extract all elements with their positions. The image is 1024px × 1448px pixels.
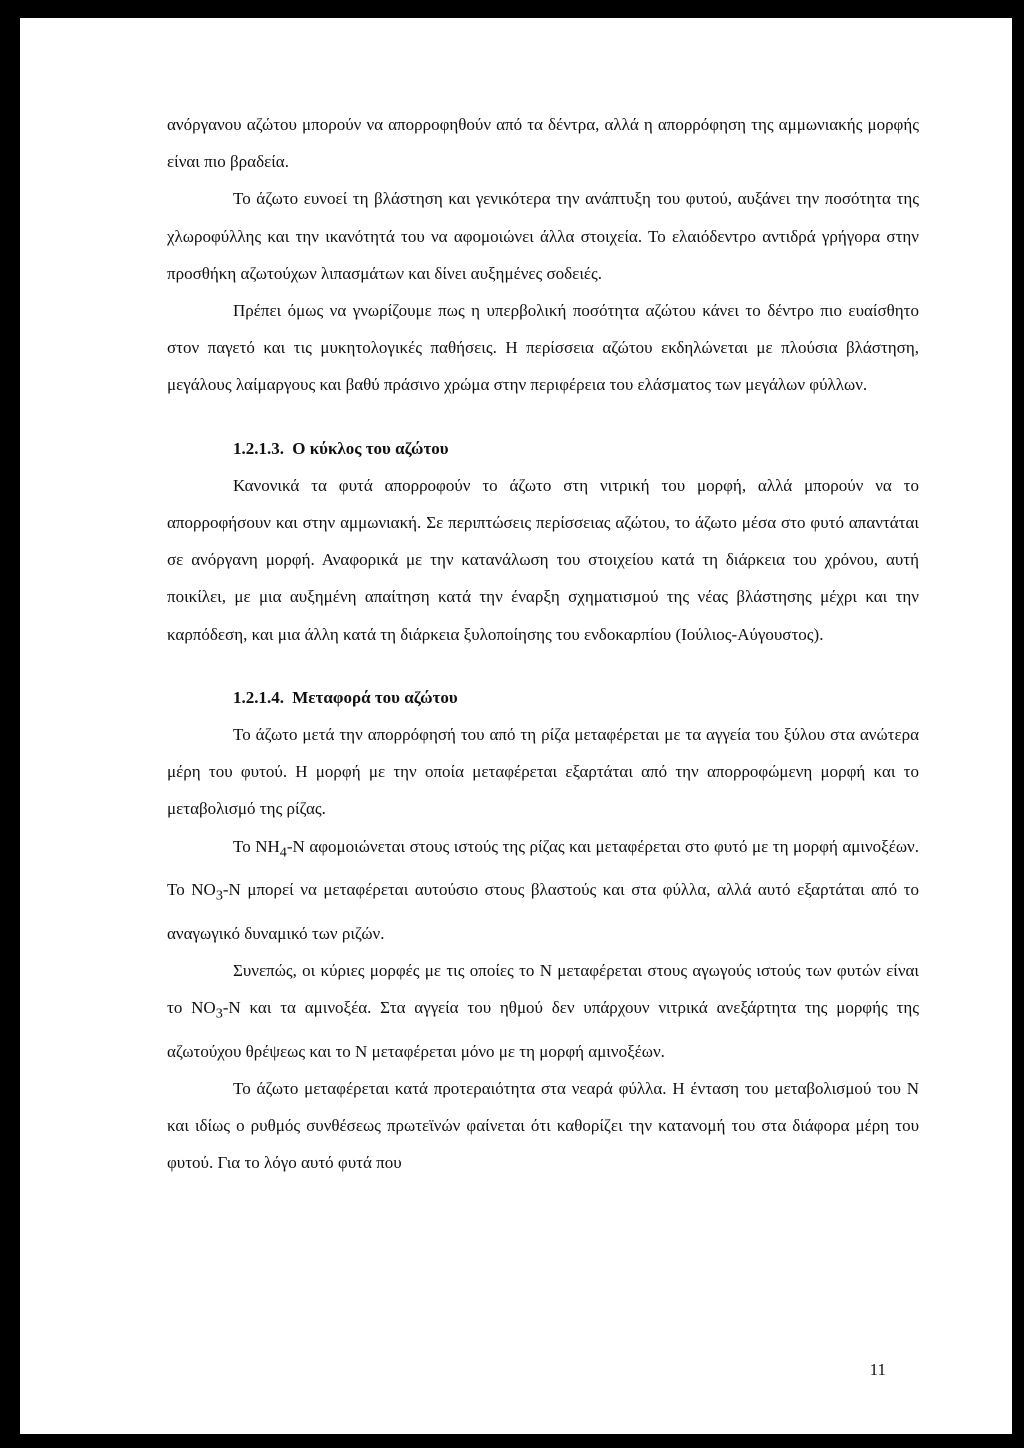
section-title: Ο κύκλος του αζώτου: [292, 438, 449, 458]
section-title: Μεταφορά του αζώτου: [292, 687, 458, 707]
text-run: Το NH: [233, 836, 280, 856]
text-run: -N αφομοιώνεται στους ιστούς της ρίζας και μεταφέρεται στο φυτό με τη μορφή αμινοξέων. Το NO: [167, 836, 919, 900]
paragraph-nitrogen-excess: Πρέπει όμως να γνωρίζουμε πως η υπερβολική ποσότητα αζώτου κάνει το δέντρο πιο ευαίσθητο στον παγετό και τις μυκητολογικές παθήσεις. Η περίσσεια αζώτου εκδηλώνεται με πλούσια βλάστηση, μεγάλους λαίμαργους και βαθύ πράσινο χρώμα στην περιφέρεια του ελάσματος των μεγάλων φύλλων.: [167, 301, 919, 395]
text-run: Συνεπώς, οι κύριες μορφές με τις οποίες το Ν μεταφέρεται στους αγωγούς ιστούς των φυτών είναι το NO: [167, 961, 919, 1018]
paragraph-nitrogen-cycle: Κανονικά τα φυτά απορροφούν το άζωτο στη νιτρική του μορφή, αλλά μπορούν να το απορροφήσουν και στην αμμωνιακή. Σε περιπτώσεις περίσσειας αζώτου, το άζωτο μέσα στο φυτό απαντάται σε ανόργανη μορφή. Αναφορικά με την κατανάλωση του στοιχείου κατά τη διάρκεια του χρόνου, αυτή ποικίλει, με μια αυξημένη απαίτηση κατά την έναρξη σχηματισμού της νέας βλάστησης μέχρι και την καρπόδεση, και μια άλλη κατά τη διάρκεια ξυλοποίησης του ενδοκαρπίου (Ιούλιος-Αύγουστος).: [167, 475, 919, 644]
page-body: [167, 106, 919, 1182]
section-number: 1.2.1.4.: [233, 687, 284, 707]
text-run: -N και τα αμινοξέα. Στα αγγεία του ηθμού δεν υπάρχουν νιτρικά ανεξάρτητα της μορφής της αζωτούχου θρέψεως και το Ν μεταφέρεται μόνο με τη μορφή αμινοξέων.: [167, 998, 919, 1061]
paragraph-continuation: ανόργανου αζώτου μπορούν να απορροφηθούν από τα δέντρα, αλλά η απορρόφηση της αμμωνιακής μορφής είναι πιο βραδεία.: [167, 115, 919, 172]
subscript: 4: [279, 844, 287, 861]
subscript: 3: [215, 1005, 223, 1022]
paragraph-ammonium-nitrate: [167, 828, 919, 952]
text-run: -N μπορεί να μεταφέρεται αυτούσιο στους βλαστούς και στα φύλλα, αλλά αυτό εξαρτάται από το αναγωγικό δυναμικό των ριζών.: [167, 880, 919, 943]
paragraph-transport-intro: Το άζωτο μετά την απορρόφησή του από τη ρίζα μεταφέρεται με τα αγγεία του ξύλου στα ανώτερα μέρη του φυτού. Η μορφή με την οποία μεταφέρεται εξαρτάται από την απορροφώμενη μορφή και το μεταβολισμό της ρίζας.: [167, 725, 919, 819]
paragraph-nitrogen-growth: Το άζωτο ευνοεί τη βλάστηση και γενικότερα την ανάπτυξη του φυτού, αυξάνει την ποσότητα της χλωροφύλλης και την ικανότητά του να αφομοιώνει άλλα στοιχεία. Το ελαιόδεντρο αντιδρά γρήγορα στην προσθήκη αζωτούχων λιπασμάτων και δίνει αυξημένες σοδειές.: [167, 189, 919, 283]
subscript: 3: [215, 887, 223, 904]
document-page: [20, 18, 1012, 1434]
page-number: 11: [869, 1360, 886, 1379]
section-heading-nitrogen-transport: [167, 679, 919, 716]
paragraph-main-forms: [167, 952, 919, 1070]
section-number: 1.2.1.3.: [233, 438, 284, 458]
section-heading-nitrogen-cycle: [167, 430, 919, 467]
paragraph-priority-transport: Το άζωτο μεταφέρεται κατά προτεραιότητα στα νεαρά φύλλα. Η ένταση του μεταβολισμού του Ν και ιδίως ο ρυθμός συνθέσεως πρωτεϊνών φαίνεται ότι καθορίζει την κατανομή του στα διάφορα μέρη του φυτού. Για το λόγο αυτό φυτά που: [167, 1079, 919, 1173]
